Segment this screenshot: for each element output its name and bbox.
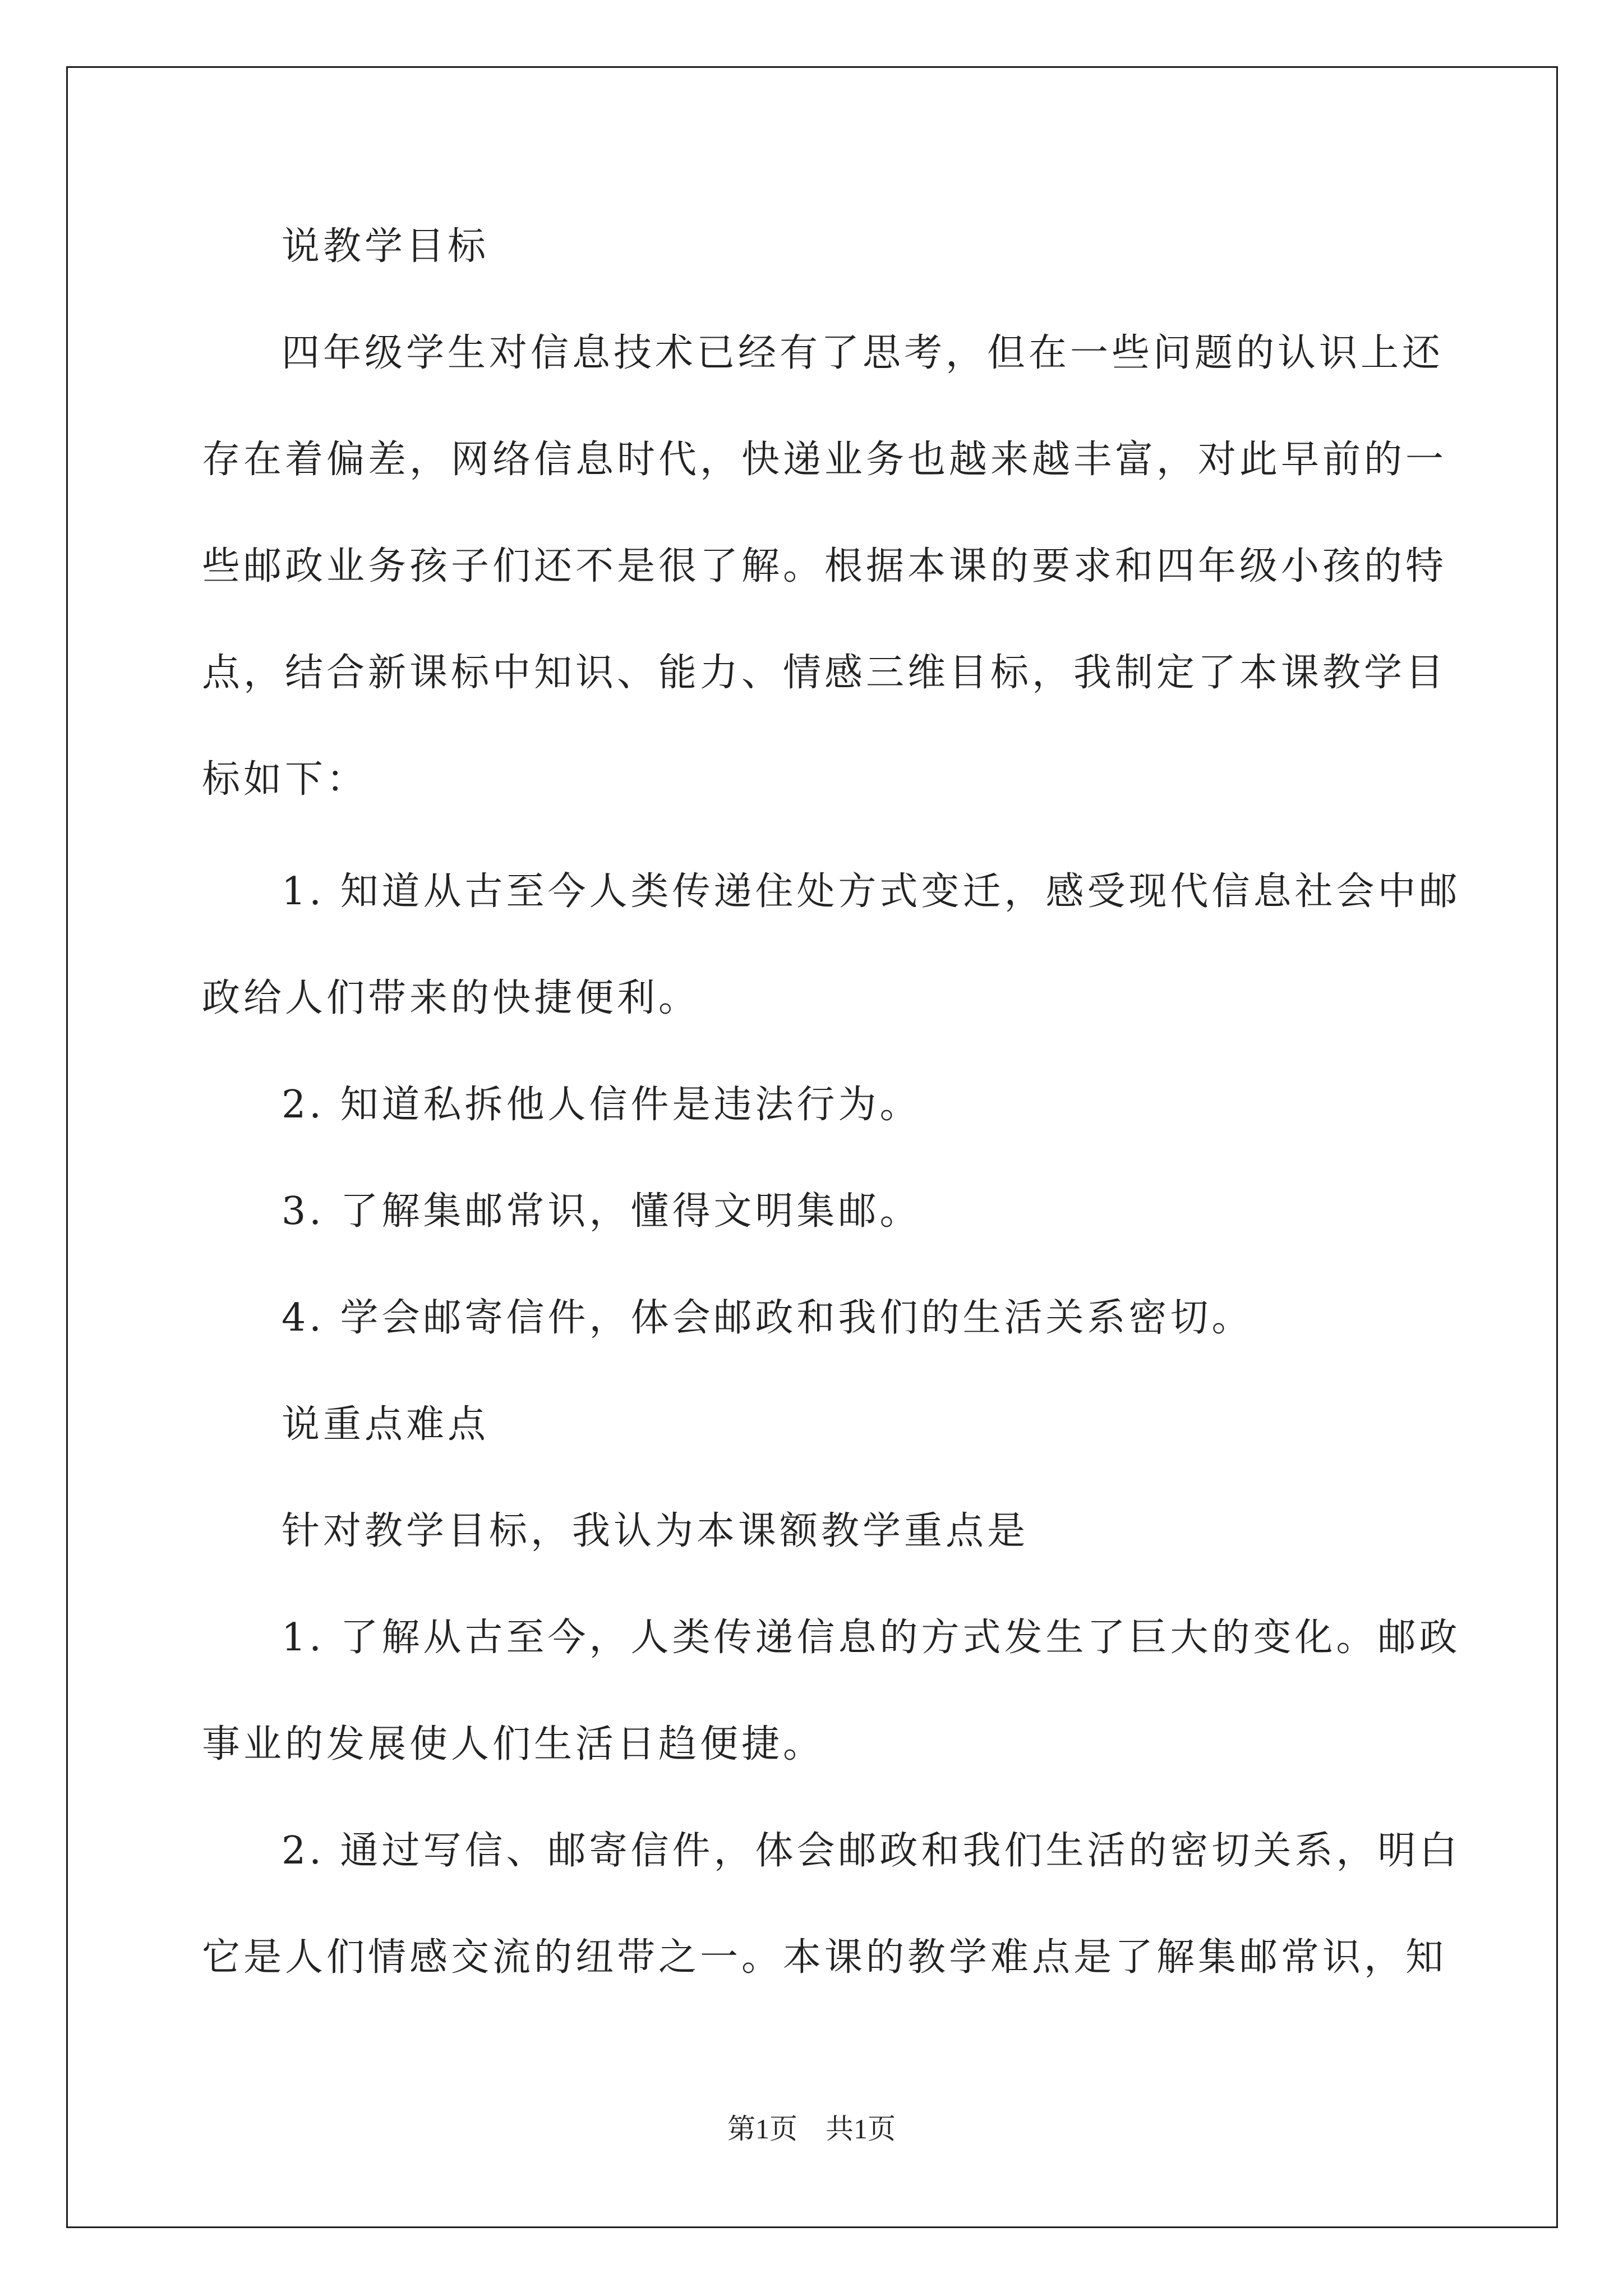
list-item-line: 1. 了解从古至今，人类传递信息的方式发生了巨大的变化。邮政 xyxy=(282,1616,1461,1660)
list-item-line: 它是人们情感交流的纽带之一。本课的教学难点是了解集邮常识，知 xyxy=(202,1935,1447,1980)
list-item-line: 2. 通过写信、邮寄信件，体会邮政和我们生活的密切关系，明白 xyxy=(282,1829,1461,1873)
section-heading: 说重点难点 xyxy=(282,1402,490,1447)
paragraph-line: 针对教学目标，我认为本课额教学重点是 xyxy=(282,1509,1029,1553)
list-item-line: 4. 学会邮寄信件，体会邮政和我们的生活关系密切。 xyxy=(282,1296,1253,1340)
page-number-footer: 第1页 共1页 xyxy=(727,2113,896,2145)
list-item-line: 事业的发展使人们生活日趋便捷。 xyxy=(202,1722,825,1766)
list-item-line: 1. 知道从古至今人类传递住处方式变迁，感受现代信息社会中邮 xyxy=(282,869,1461,914)
list-item-line: 政给人们带来的快捷便利。 xyxy=(202,976,700,1020)
page-border xyxy=(66,66,1558,2228)
paragraph-line: 点，结合新课标中知识、能力、情感三维目标，我制定了本课教学目 xyxy=(202,651,1447,695)
paragraph-line: 标如下： xyxy=(202,757,368,802)
paragraph-line: 四年级学生对信息技术已经有了思考，但在一些问题的认识上还 xyxy=(282,331,1444,375)
paragraph-line: 些邮政业务孩子们还不是很了解。根据本课的要求和四年级小孩的特 xyxy=(202,544,1447,588)
list-item-line: 2. 知道私拆他人信件是违法行为。 xyxy=(282,1083,921,1127)
section-heading: 说教学目标 xyxy=(282,224,490,269)
list-item-line: 3. 了解集邮常识，懂得文明集邮。 xyxy=(282,1189,921,1234)
paragraph-line: 存在着偏差，网络信息时代，快递业务也越来越丰富，对此早前的一 xyxy=(202,438,1447,482)
